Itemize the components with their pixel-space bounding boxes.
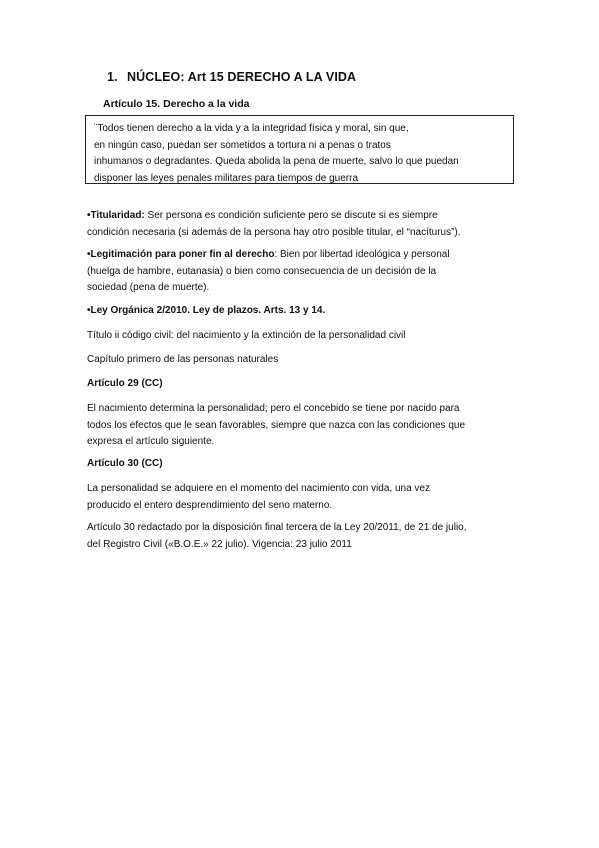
titularidad-text: Ser persona es condición suficiente pero se discute si es siempre — [144, 210, 438, 221]
section-heading — [107, 70, 356, 84]
legitimacion-label: •Legitimación para poner fin al derecho — [87, 249, 275, 260]
capitulo-paragraph — [87, 352, 527, 369]
article-30-line: La personalidad se adquiere en el momento del nacimiento con vida, una vez — [87, 483, 430, 494]
article-29-heading — [87, 376, 527, 393]
article-29-line: todos los efectos que le sean favorables, siempre que nazca con las condiciones que — [87, 419, 466, 431]
titularidad-label: •Titularidad: — [87, 210, 145, 221]
ley-organica-line: •Ley Orgánica 2/2010. Ley de plazos. Arts. 13 y 14. — [87, 305, 326, 316]
titularidad-paragraph — [87, 208, 527, 241]
legitimacion-line: sociedad (pena de muerte). — [87, 282, 210, 293]
article-30-paragraph — [87, 481, 527, 514]
legitimacion-line — [87, 247, 527, 264]
ley-organica-paragraph — [87, 303, 527, 320]
legitimacion-paragraph — [87, 247, 527, 297]
titularidad-line: condición necesaria (si además de la persona hay otro posible titular, el “nacíturus”). — [87, 226, 461, 238]
titulo-ii-paragraph — [87, 328, 527, 345]
article-15-quote-box — [85, 115, 514, 184]
legitimacion-text: : Bien por libertad ideológica y personal — [274, 249, 450, 260]
section-title: NÚCLEO: Art 15 DERECHO A LA VIDA — [127, 70, 357, 84]
article-30-heading — [87, 456, 527, 473]
article-30-note-line: Artículo 30 redactado por la disposición final tercera de la Ley 20/2011, de 21 de julio, — [87, 522, 467, 533]
article-30-heading-text: Artículo 30 (CC) — [87, 458, 163, 469]
article-30-note — [87, 520, 527, 553]
quote-line: inhumanos o degradantes. Queda abolida la pena de muerte, salvo lo que puedan — [94, 156, 459, 167]
article-30-line: producido el entero desprendimiento del seno materno. — [87, 499, 333, 511]
titulo-ii-line: Título ii código civil: del nacimiento y la extinción de la personalidad civil — [87, 330, 406, 341]
legitimacion-line: (huelga de hambre, eutanasia) o bien como consecuencia de un decisión de la — [87, 265, 437, 277]
article-29-heading-text: Artículo 29 (CC) — [87, 378, 163, 389]
titularidad-line — [87, 208, 527, 225]
article-29-line: El nacimiento determina la personalidad; pero el concebido se tiene por nacido para — [87, 403, 460, 414]
quote-line: ¨Todos tienen derecho a la vida y a la integridad física y moral, sin que, — [94, 123, 409, 134]
article-30-note-line: del Registro Civil («B.O.E.» 22 julio). Vigencia: 23 julio 2011 — [87, 538, 352, 550]
article-29-line: expresa el artículo siguiente. — [87, 436, 215, 447]
quote-line: en ningún caso, puedan ser sometidos a tortura ni a penas o tratos — [94, 139, 391, 151]
article-15-heading: Artículo 15. Derecho a la vida — [103, 98, 250, 110]
article-29-paragraph — [87, 401, 527, 451]
quote-line: disponer las leyes penales militares para tiempos de guerra — [94, 172, 359, 184]
capitulo-line: Capítulo primero de las personas naturales — [87, 354, 279, 365]
section-number: 1. — [107, 70, 118, 84]
